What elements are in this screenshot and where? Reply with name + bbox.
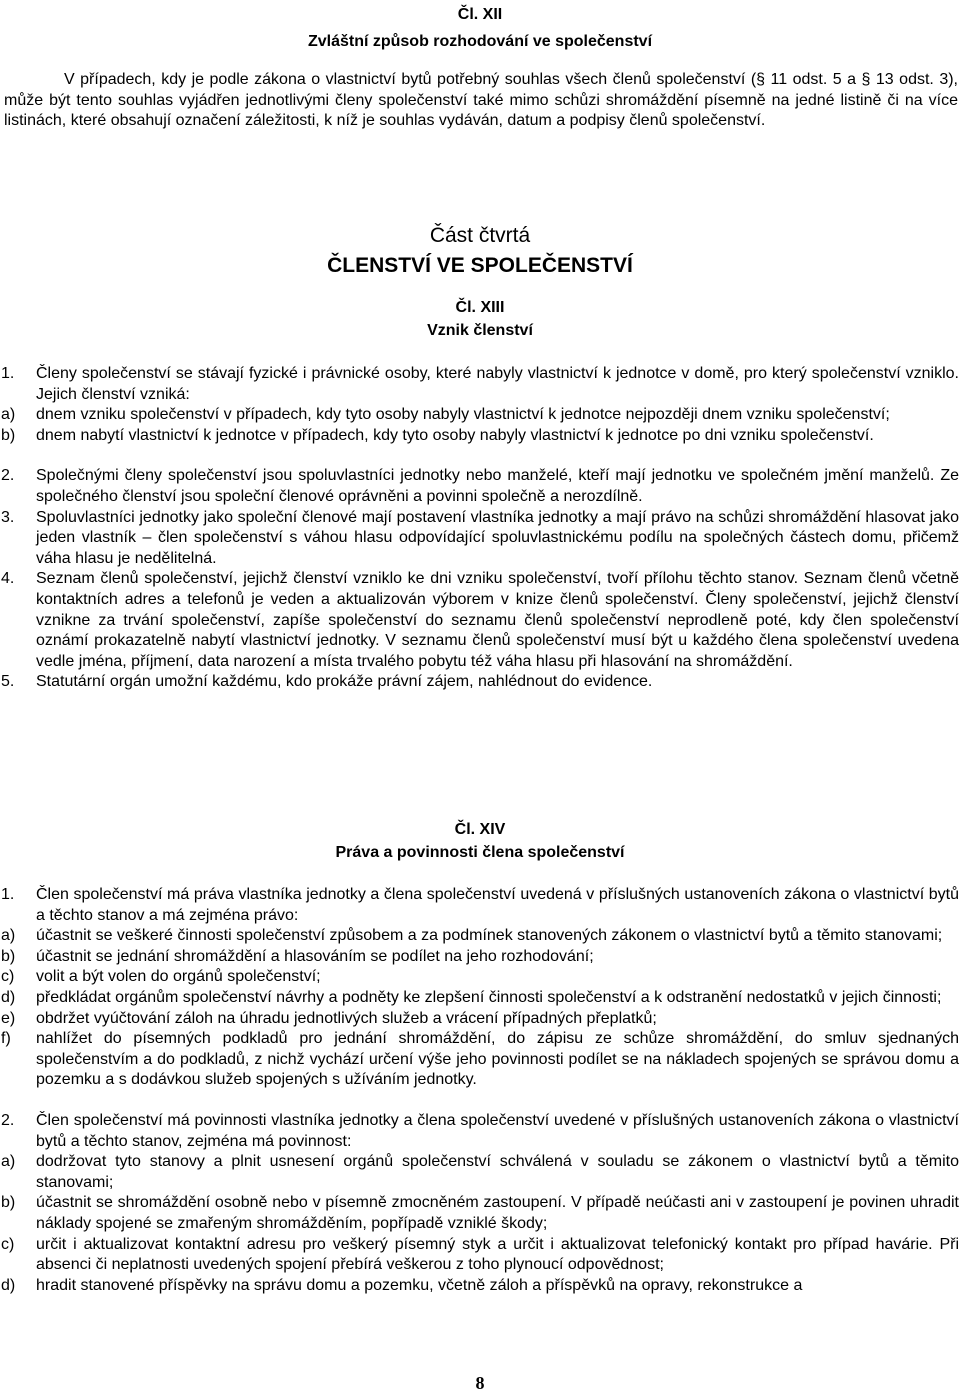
item-text: dnem vzniku společenství v případech, kdy tyto osoby nabyly vlastnictví k jednotce nejpozději dnem vzniku společenství; (36, 406, 890, 424)
item-label: f) (1, 1030, 11, 1048)
article-xii-paragraph: V případech, kdy je podle zákona o vlastnictví bytů potřebný souhlas všech členů společenství (§ 11 odst. 5 a § 13 odst. 3), může být tento souhlas vyjádřen jednotlivými členy společenství také mimo schůzi shromáždění písemně na jedné listině či na více listinách, které obsahují označení záležitosti, k níž je souhlas vydáván, datum a podpisy členů společenství. (4, 71, 958, 130)
item-text: předkládat orgánům společenství návrhy a podněty ke zlepšení činnosti společenství a k odstranění nedostatků v jejich činnosti; (36, 988, 942, 1006)
item-label: b) (1, 426, 16, 444)
list-item (1, 947, 959, 968)
article-xiv-subtitle: Práva a povinnosti člena společenství (335, 844, 625, 861)
item-number: 1. (1, 886, 15, 903)
item-label: b) (1, 1194, 16, 1212)
item-number: 3. (1, 508, 15, 526)
item-label: c) (1, 968, 15, 986)
duties-list (1, 1152, 959, 1296)
list-item (1, 1152, 959, 1193)
item-text: účastnit se shromáždění osobně nebo v písemně zmocněném zastoupení. V případě neúčasti ani v zastoupení je povinen uhradit náklady spojené se zmařeným shromážděním, popřípadě vzniklé škody; (36, 1194, 959, 1232)
item-text: Seznam členů společenství, jejichž členství vzniklo ke dni vzniku společenství, tvoří přílohu těchto stanov. Seznam členů včetně kontaktních adres a telefonů je veden a aktualizován výborem v knize členů společenství. Členy společenství, jejichž členství vznikne za trvání společenství, zapíše společenství do seznamu členů společenství neprodleně poté, kdy člen společenství oznámí prokazatelně nabytí vlastnictví jednotky. V seznamu členů společenství musí být u každého člena společenství uvedena vedle jména, příjmení, data narození a místa trvalého pobytu též váha hlasu při hlasování na shromáždění. (36, 570, 959, 670)
item-label: e) (1, 1009, 16, 1027)
list-item (1, 466, 959, 507)
item-text: dnem nabytí vlastnictví k jednotce v případech, kdy tyto osoby nabyly vlastnictví k jednotce po dni vzniku společenství. (36, 426, 874, 444)
item-text: obdržet vyúčtování záloh na úhradu jednotlivých služeb a vrácení případných přeplatků; (36, 1009, 657, 1027)
item-text: dodržovat tyto stanovy a plnit usnesení orgánů společenství schválená v souladu se zákonem o vlastnictví bytů a těmito stanovami; (36, 1153, 959, 1191)
item-text: Členy společenství se stávají fyzické i právnické osoby, které nabyly vlastnictví k jednotce v domě, pro který společenství vzniklo. Jejich členství vzniká: (36, 365, 959, 403)
item-text: určit i aktualizovat kontaktní adresu pro veškerý písemný styk a určit i aktualizovat telefonický kontakt pro případ havárie. Při absenci či neplatnosti uvedených spojení přebírá veškerou z toho plynoucí odpovědnost; (36, 1235, 959, 1274)
part-four-heading (0, 222, 960, 280)
list-item (1, 364, 959, 405)
item-text: Člen společenství má povinnosti vlastníka jednotky a člena společenství uvedené v příslušných ustanoveních zákona o vlastnictví bytů a těchto stanov, zejména má povinnost: (36, 1111, 959, 1150)
article-xiv-body (1, 885, 959, 1296)
item-number: 5. (1, 673, 15, 691)
item-text: volit a být volen do orgánů společenství; (36, 968, 321, 986)
item-number: 4. (1, 570, 15, 588)
article-xii-title: Čl. XII (457, 6, 503, 23)
list-item (1, 1009, 959, 1030)
list-item (1, 1193, 959, 1234)
item-text: účastnit se jednání shromáždění a hlasováním se podílet na jeho rozhodování; (36, 947, 594, 965)
list-item (1, 508, 959, 570)
item-label: c) (1, 1235, 15, 1253)
item-label: b) (1, 947, 16, 965)
article-xiii-body (1, 364, 959, 693)
item-label: d) (1, 988, 16, 1006)
item-text: nahlížet do písemných podkladů pro jednání shromáždění, do zápisu ze schůze shromáždění, do smluv sjednaných společenstvím a do podkladů, z nichž vychází určení výše jeho povinnosti podílet se na nákladech spojených se správou domu a pozemku a s dodávkou služeb spojených s užíváním jednotky. (36, 1030, 959, 1089)
item-label: a) (1, 1153, 16, 1171)
list-item (1, 1235, 959, 1276)
article-xiii-subtitle: Vznik členství (427, 322, 533, 339)
item-text: účastnit se veškeré činnosti společenství způsobem a za podmínek stanovených zákonem o vlastnictví bytů a těmito stanovami; (36, 927, 943, 945)
rights-list (1, 926, 959, 1091)
article-xii-heading (0, 4, 960, 52)
item-label: a) (1, 406, 16, 424)
list-item (1, 1111, 959, 1152)
article-xiii-heading (0, 297, 960, 341)
article-xiv-title: Čl. XIV (454, 821, 506, 838)
article-xii-subtitle: Zvláštní způsob rozhodování ve společenství (307, 33, 653, 50)
list-item (1, 967, 959, 988)
list-item (1, 885, 959, 926)
item-text: Statutární orgán umožní každému, kdo prokáže právní zájem, nahlédnout do evidence. (36, 673, 653, 691)
item-number: 1. (1, 365, 15, 382)
item-label: a) (1, 927, 16, 945)
article-xiii-title: Čl. XIII (455, 299, 505, 316)
list-item (1, 1029, 959, 1091)
part-four-subtitle: ČLENSTVÍ VE SPOLEČENSTVÍ (327, 254, 633, 277)
list-item (1, 988, 959, 1009)
list-item (1, 926, 959, 947)
list-item (1, 569, 959, 672)
item-text: Společnými členy společenství jsou spoluvlastníci jednotky nebo manželé, kteří mají jednotku ve společném jmění manželů. Ze společného členství jsou společní členové oprávněni a povinni společně a nerozdílně. (36, 467, 959, 505)
list-item (1, 672, 959, 693)
item-number: 2. (1, 467, 15, 485)
item-text: Spoluvlastníci jednotky jako společní členové mají postavení vlastníka jednotky a mají právo na schůzi shromáždění hlasovat jako jeden vlastník – člen společenství s váhou hlasu odpovídající spoluvlastnickému podílu na společných částech domu, přičemž váha hlasu je nedělitelná. (36, 508, 959, 567)
item-number: 2. (1, 1111, 15, 1129)
list-item (1, 1276, 959, 1297)
item-text: hradit stanovené příspěvky na správu domu a pozemku, včetně záloh a příspěvků na opravy, rekonstrukce a (36, 1276, 803, 1294)
item-text: Člen společenství má práva vlastníka jednotky a člena společenství uvedená v příslušných ustanoveních zákona o vlastnictví bytů a těchto stanov a má zejména právo: (36, 886, 959, 924)
list-item (1, 405, 959, 426)
page-number: 8 (475, 1373, 485, 1393)
part-four-title: Část čtvrtá (429, 224, 531, 247)
list-item (1, 426, 959, 447)
item-label: d) (1, 1276, 16, 1294)
article-xiv-heading (0, 819, 960, 863)
